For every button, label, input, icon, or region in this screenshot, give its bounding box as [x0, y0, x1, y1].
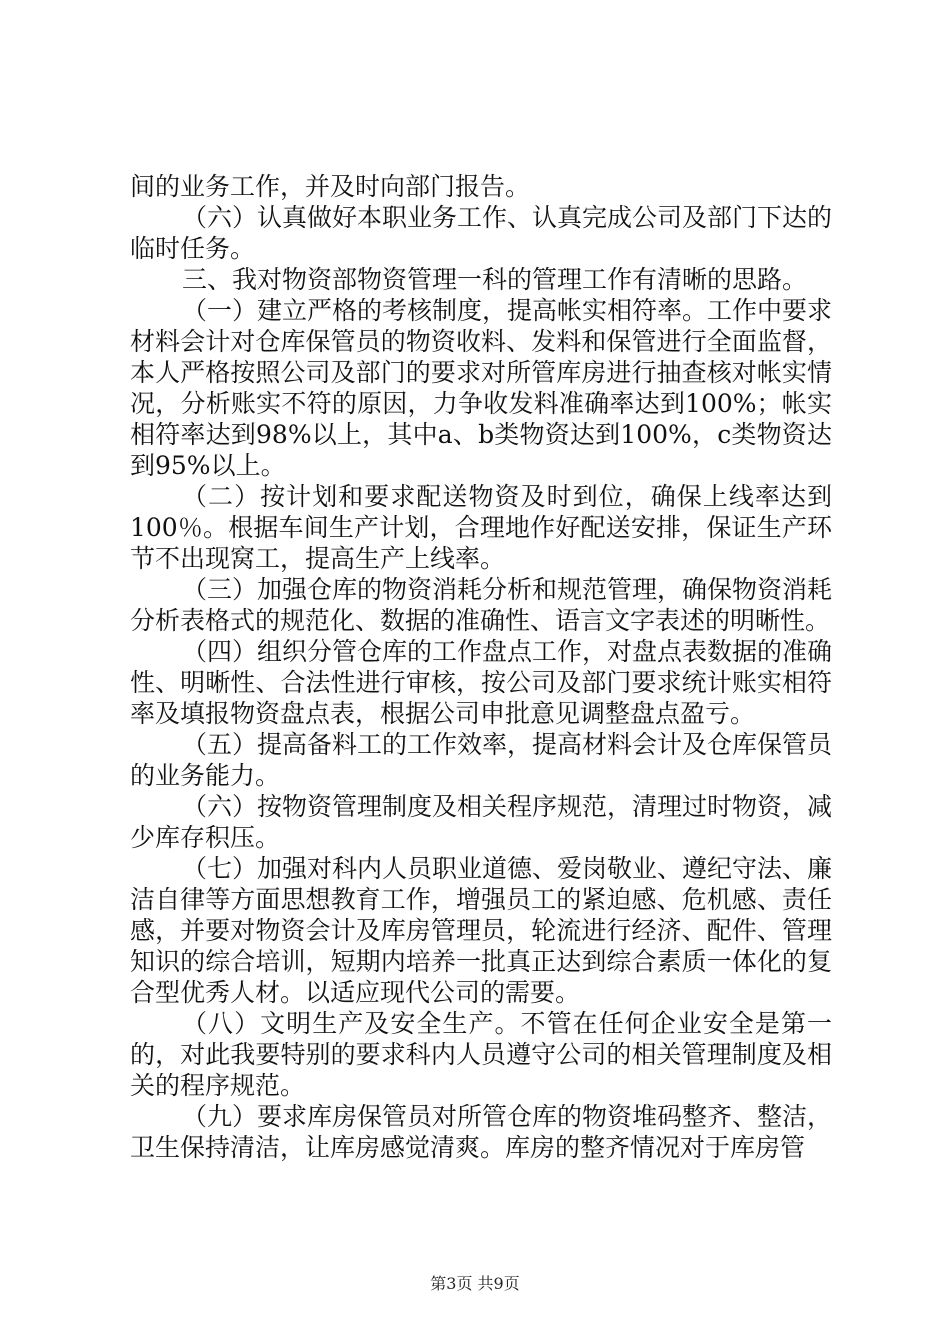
paragraph: 三、我对物资部物资管理一科的管理工作有清晰的思路。: [182, 265, 808, 294]
paragraph: （六）认真做好本职业务工作、认真完成公司及部门下达的临时任务。: [130, 203, 833, 263]
page-number-footer: 第3页 共9页: [430, 1274, 520, 1293]
paragraph: （六）按物资管理制度及相关程序规范，清理过时物资，减少库存积压。: [130, 792, 833, 852]
paragraph: （三）加强仓库的物资消耗分析和规范管理，确保物资消耗分析表格式的规范化、数据的准确性、语言文字表述的明晰性。: [130, 575, 833, 635]
paragraph: （八）文明生产及安全生产。不管在任何企业安全是第一的，对此我要特别的要求科内人员遵守公司的相关管理制度及相关的程序规范。: [130, 1009, 832, 1100]
paragraph: （七）加强对科内人员职业道德、爱岗敬业、遵纪守法、廉洁自律等方面思想教育工作，增强员工的紧迫感、危机感、责任感，并要对物资会计及库房管理员，轮流进行经济、配件、管理知识的综合培训，短期内培养一批真正达到综合素质一体化的复合型优秀人材。以适应现代公司的需要。: [130, 854, 833, 1007]
paragraph: （四）组织分管仓库的工作盘点工作，对盘点表数据的准确性、明晰性、合法性进行审核，按公司及部门要求统计账实相符率及填报物资盘点表，根据公司申批意见调整盘点盈亏。: [130, 637, 833, 728]
paragraph: （二）按计划和要求配送物资及时到位，确保上线率达到100％。根据车间生产计划，合理地作好配送安排，保证生产环节不出现窝工，提高生产上线率。: [130, 482, 832, 573]
paragraph: （一）建立严格的考核制度，提高帐实相符率。工作中要求材料会计对仓库保管员的物资收料、发料和保管进行全面监督，本人严格按照公司及部门的要求对所管库房进行抽查核对帐实情况，分析账实不符的原因，力争收发料准确率达到100%；帐实相符率达到98%以上，其中a、b类物资达到100%，c类物资达到95%以上。: [130, 296, 833, 480]
document-body: [130, 171, 832, 1163]
paragraph: 间的业务工作，并及时向部门报告。: [130, 172, 531, 201]
paragraph: （九）要求库房保管员对所管仓库的物资堆码整齐、整洁，卫生保持清洁，让库房感觉清爽。库房的整齐情况对于库房管: [130, 1102, 833, 1162]
paragraph: （五）提高备料工的工作效率，提高材料会计及仓库保管员的业务能力。: [130, 730, 833, 790]
